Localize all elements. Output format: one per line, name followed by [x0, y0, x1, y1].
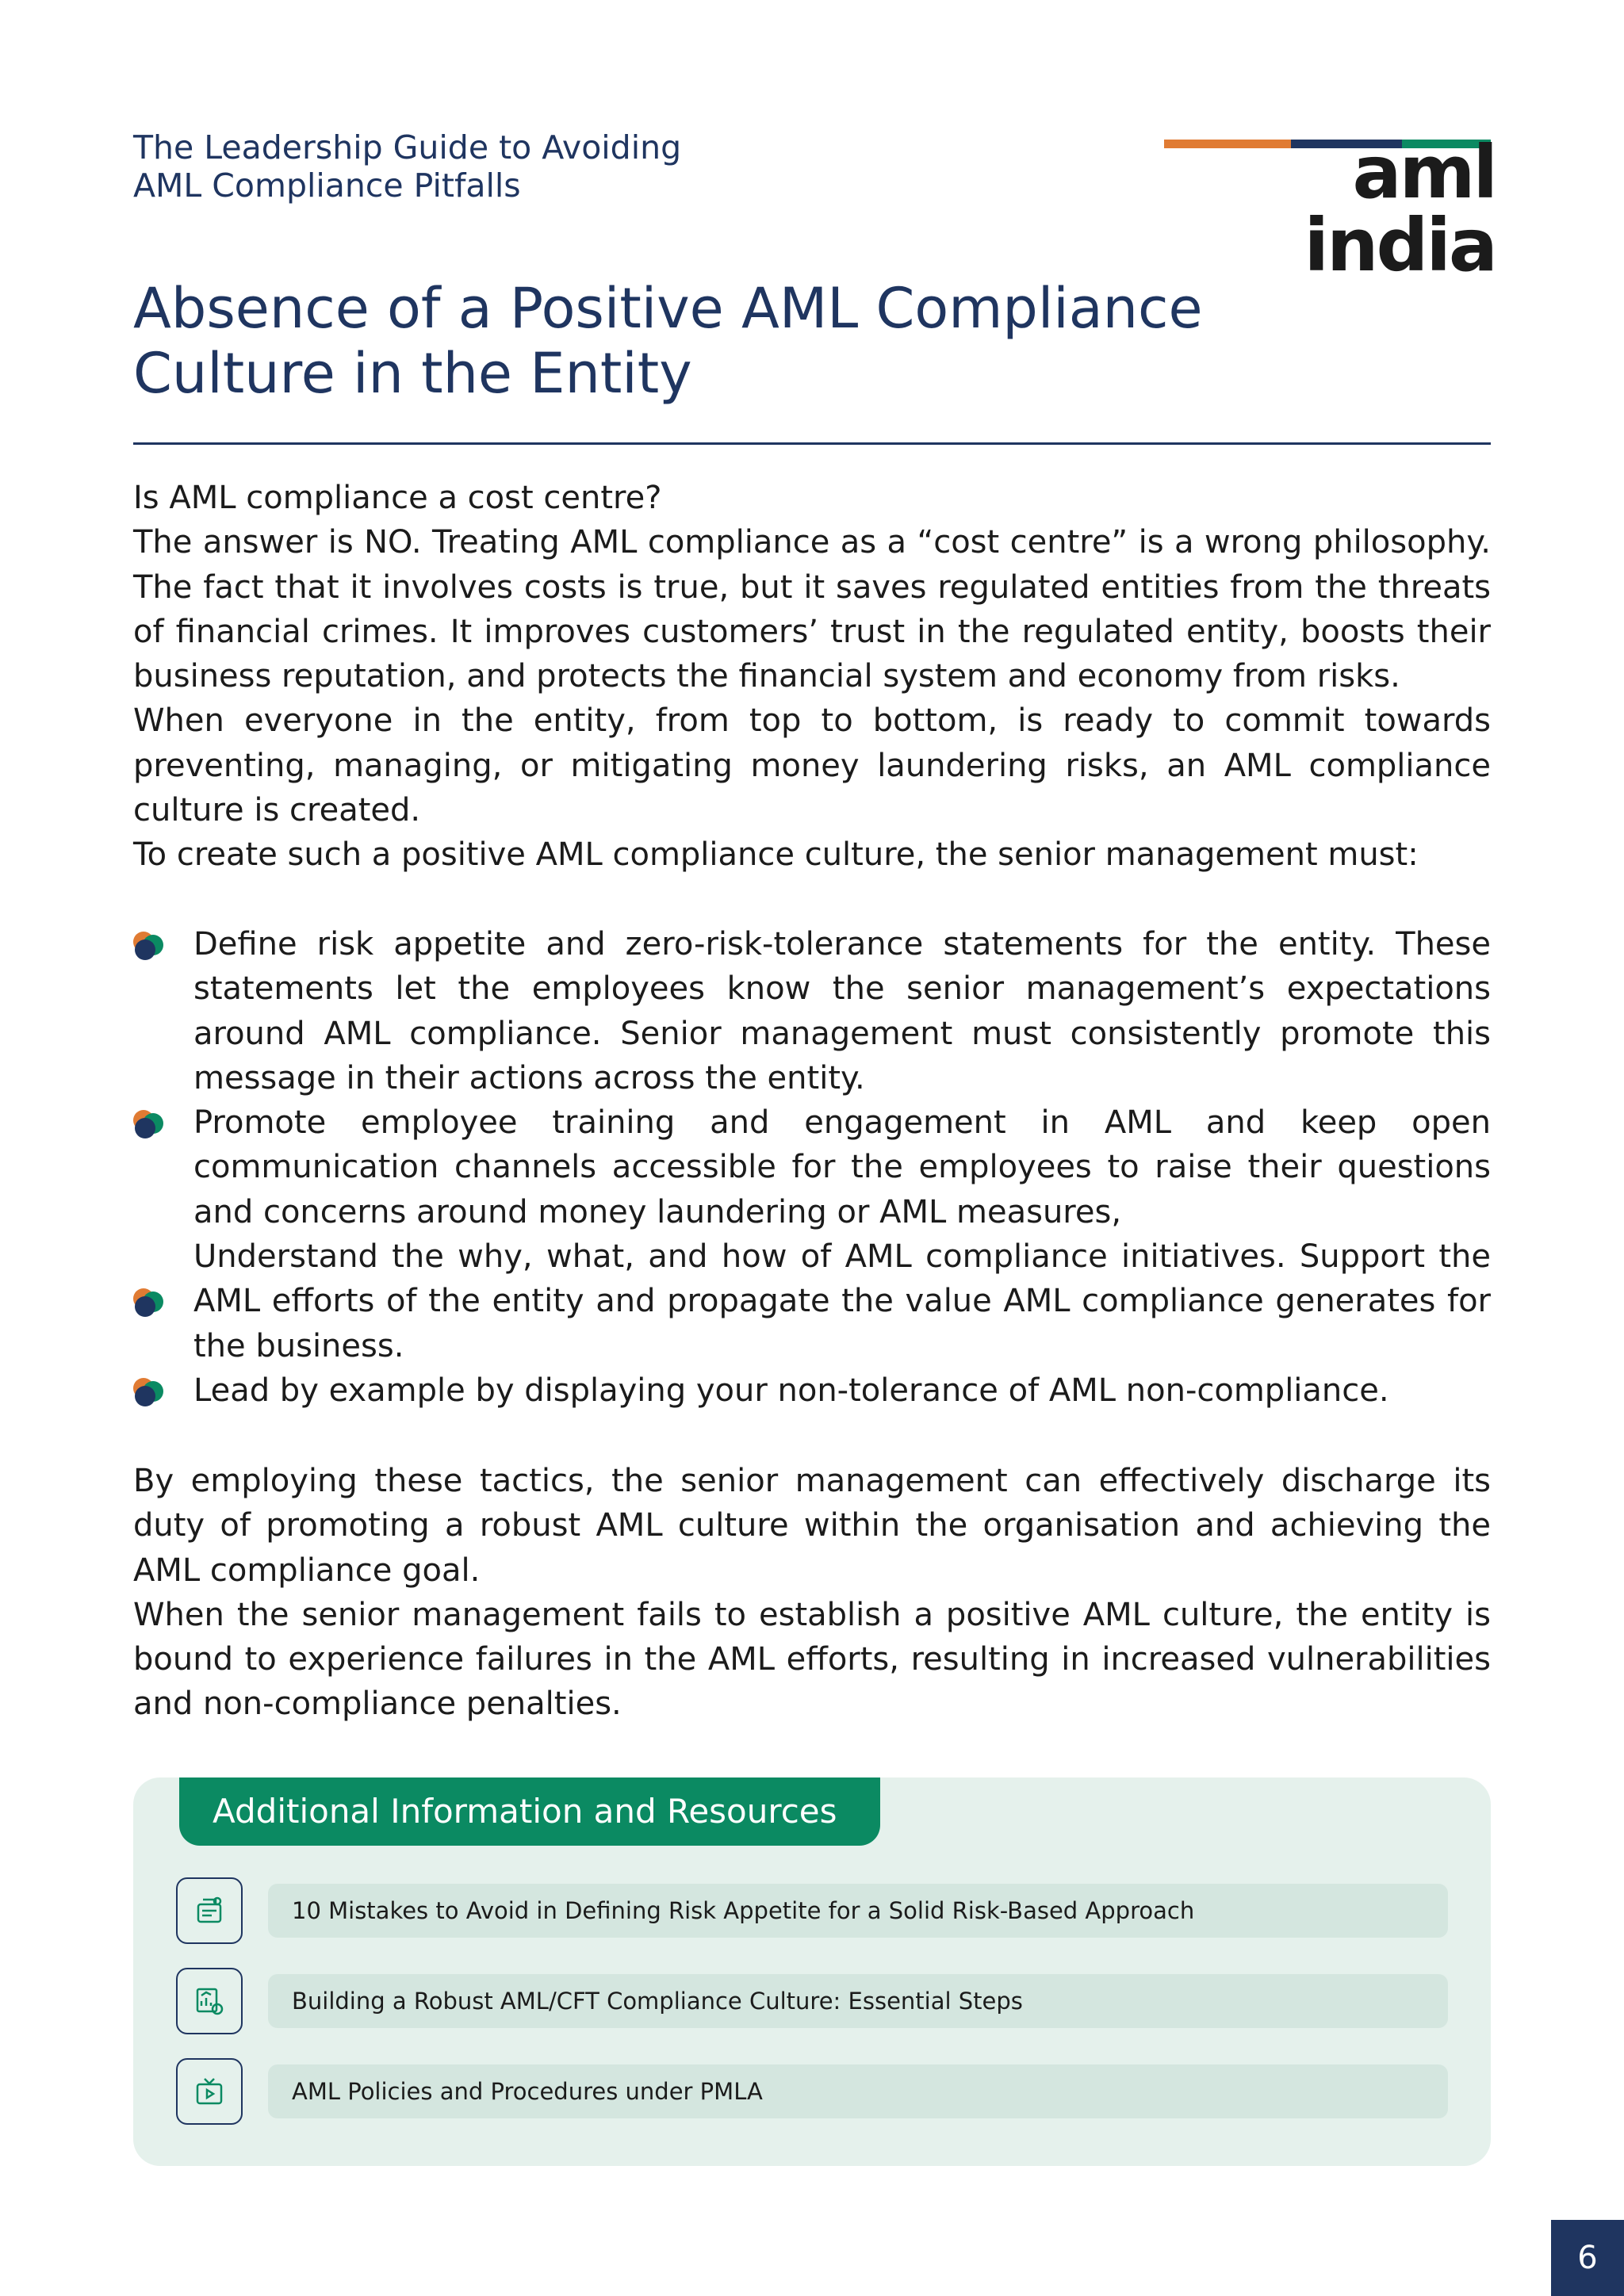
bullet-dot-icon — [133, 932, 167, 960]
bullet-text: Promote employee training and engagement in AML and keep open communication channels accessible for the employees to raise their questions and concerns around money laundering or AML measures, — [193, 1104, 1491, 1230]
aml-india-logo — [1164, 130, 1496, 288]
video-icon — [176, 2058, 243, 2125]
intro-answer: The answer is NO. Treating AML compliance as a “cost centre” is a wrong philosophy. The fact that it involves costs is true, but it saves regulated entities from the threats of financial crimes. It improves customers’ trust in the regulated entity, boosts their business reputation, and protects the financial system and economy from risks. — [133, 524, 1491, 695]
intro-culture: When everyone in the entity, from top to bottom, is ready to commit towards preventing, managing, or mitigating money laundering risks, an AML compliance culture is created. — [133, 702, 1491, 829]
bullet-dot-icon — [133, 1288, 167, 1317]
bullet-list — [133, 922, 1491, 1413]
resource-item[interactable] — [176, 1877, 1448, 1947]
document-title-line-1: The Leadership Guide to Avoiding — [133, 128, 682, 166]
page-title-line-1: Absence of a Positive AML Compliance — [133, 276, 1203, 341]
resource-item[interactable] — [176, 1968, 1448, 2038]
resource-link[interactable]: 10 Mistakes to Avoid in Defining Risk Appetite for a Solid Risk-Based Approach — [268, 1884, 1448, 1938]
intro-question: Is AML compliance a cost centre? — [133, 480, 662, 516]
bullet-text: Define risk appetite and zero-risk-tolerance statements for the entity. These statements let the employees know the senior management’s expectations around AML compliance. Senior management must consistently promote this message in their actions across the entity. — [193, 926, 1491, 1096]
title-divider — [133, 442, 1491, 445]
bullet-dot-icon — [133, 1378, 167, 1406]
bullet-text: Lead by example by displaying your non-tolerance of AML non-compliance. — [193, 1372, 1389, 1409]
intro-section — [133, 476, 1491, 878]
resource-link[interactable]: Building a Robust AML/CFT Compliance Culture: Essential Steps — [268, 1974, 1448, 2028]
outro-paragraph-2: When the senior management fails to establish a positive AML culture, the entity is bound to experience failures in the AML efforts, resulting in increased vulnerabilities and non-compliance penalties. — [133, 1596, 1491, 1723]
resources-panel — [133, 1777, 1491, 2166]
logo-text: aml india — [1304, 130, 1496, 288]
bullet-text: Understand the why, what, and how of AML compliance initiatives. Support the AML efforts of the entity and propagate the value AML compliance generates for the business. — [193, 1238, 1491, 1364]
intro-lead-in: To create such a positive AML compliance culture, the senior management must: — [133, 836, 1419, 874]
resource-item[interactable] — [176, 2058, 1448, 2128]
page-title — [133, 276, 1402, 406]
outro-paragraph-1: By employing these tactics, the senior management can effectively discharge its duty of promoting a robust AML culture within the organisation and achieving the AML compliance goal. — [133, 1463, 1491, 1589]
document-title-line-2: AML Compliance Pitfalls — [133, 166, 521, 205]
bullet-item — [133, 1368, 1491, 1413]
report-icon — [176, 1968, 243, 2034]
outro-section — [133, 1459, 1491, 1727]
document-title — [133, 128, 681, 205]
bullet-item — [133, 922, 1491, 1100]
page-number: 6 — [1551, 2220, 1624, 2296]
resources-heading: Additional Information and Resources — [179, 1777, 880, 1846]
bullet-item — [133, 1100, 1491, 1234]
page-title-line-2: Culture in the Entity — [133, 341, 692, 406]
bullet-dot-icon — [133, 1110, 167, 1138]
article-icon — [176, 1877, 243, 1944]
resource-link[interactable]: AML Policies and Procedures under PMLA — [268, 2064, 1448, 2118]
bullet-item — [133, 1234, 1491, 1368]
